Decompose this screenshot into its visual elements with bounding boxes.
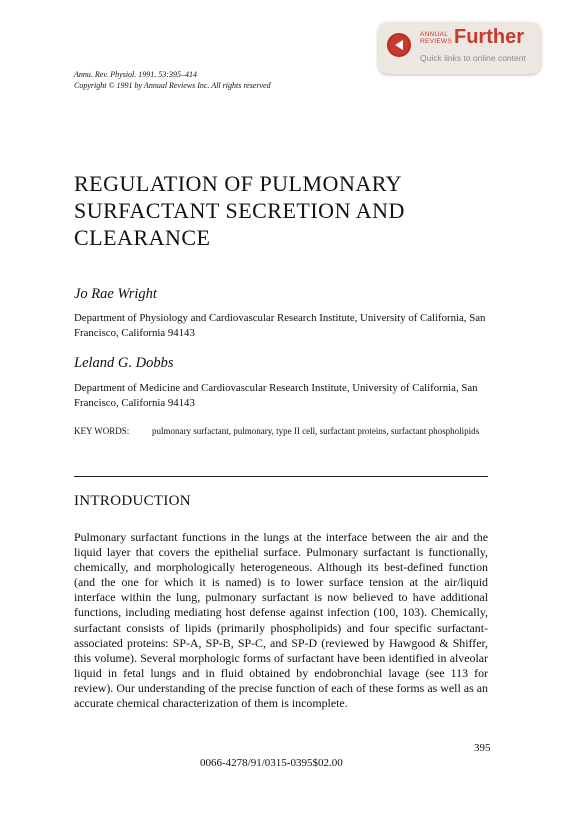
section-divider	[74, 476, 488, 477]
play-arrow-icon	[387, 33, 411, 57]
section-heading: INTRODUCTION	[74, 493, 191, 509]
keywords-list: pulmonary surfactant, pulmonary, type II cell, surfactant proteins, surfactant phospholipids	[152, 426, 480, 436]
keywords-label: KEY WORDS:	[74, 426, 130, 436]
author-affiliation: Department of Medicine and Cardiovascular Research Institute, University of California, San Francisco, California 94143	[74, 382, 478, 409]
page-number: 395	[474, 742, 491, 754]
annual-reviews-wordmark: ANNUAL REVIEWS	[420, 31, 453, 45]
intro-paragraph: Pulmonary surfactant functions in the lungs at the interface between the air and the liquid layer that covers the epithelial surface. Pulmonary surfactant is functionally, chemically, and morphologically heterogeneous. Although its best-defined function (and the one for which it is named) is to lower surface tension at the air/liquid interface within the lung, pulmonary surfactant is now believed to have additional functions, including mediating host defense against infection (100, 103). Chemically, surfactant consists of lipids (primarily phospholipids) and four specific surfactant-associated proteins: SP-A, SP-B, SP-C, and SP-D (reviewed by Hawgood & Shiffer, this volume). Several morphologic forms of surfactant have been identified in alveolar liquid in fetal lungs and in fluid obtained by endobronchial lavage (see 113 for review). Our understanding of the precise function of each of these forms as well as an accurate chemical characterization of them is incomplete.	[74, 530, 488, 711]
citation-line: Annu. Rev. Physiol. 1991. 53:395–414	[74, 70, 197, 79]
author-affiliation: Department of Physiology and Cardiovascular Research Institute, University of California, San Francisco, California 94143	[74, 312, 486, 339]
journal-citation	[74, 69, 271, 91]
copyright-line: Copyright © 1991 by Annual Reviews Inc. All rights reserved	[74, 81, 271, 90]
further-wordmark: Further	[454, 26, 524, 48]
author-name: Jo Rae Wright	[74, 286, 157, 302]
footer-code: 0066-4278/91/0315-0395$02.00	[200, 757, 343, 769]
banner-tagline: Quick links to online content	[420, 53, 526, 63]
author-name: Leland G. Dobbs	[74, 355, 174, 371]
annual-reviews-further-banner[interactable]	[378, 22, 541, 74]
article-title: REGULATION OF PULMONARY SURFACTANT SECRETION AND CLEARANCE	[74, 171, 405, 250]
